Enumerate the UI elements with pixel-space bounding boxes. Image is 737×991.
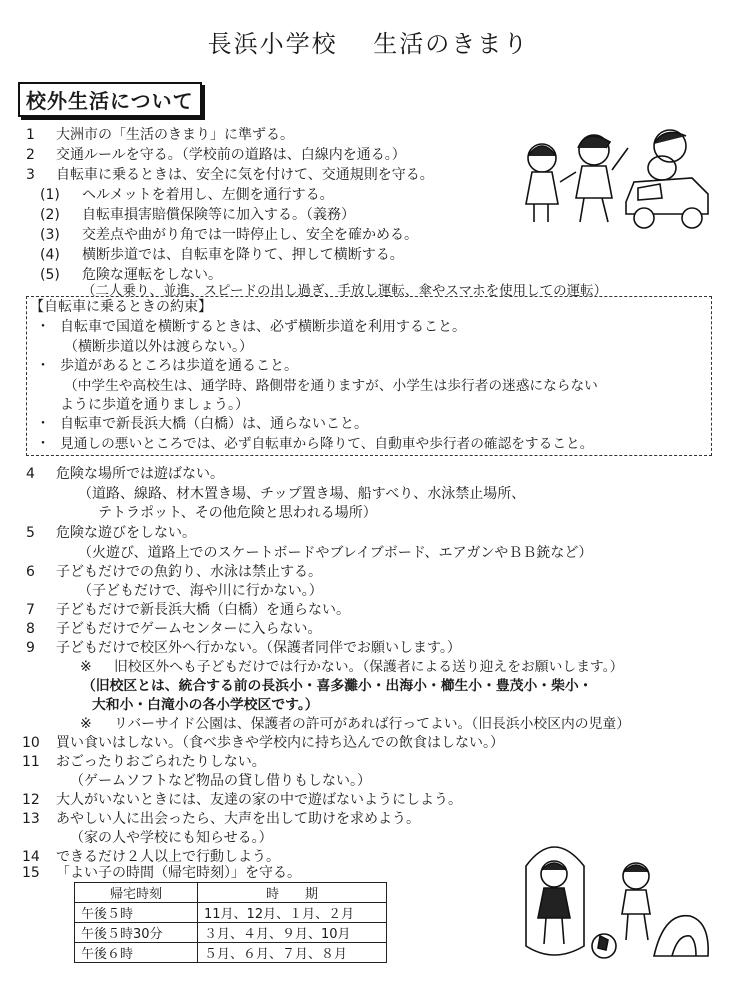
sub-text: 自転車損害賠償保険等に加入する。（義務） [82, 207, 355, 223]
rule-note: （家の人や学校にも知らせる。） [70, 830, 273, 846]
bullet-icon: ・ [36, 436, 50, 452]
bullet-icon: ・ [36, 358, 50, 374]
rule-text: 大人がいないときには、友達の家の中で遊ばないようにしよう。 [56, 792, 462, 808]
list-item: 3 [26, 167, 35, 183]
table-row [75, 943, 387, 963]
rule-note: （子どもだけで、海や川に行かない。） [78, 583, 323, 599]
rule-text: 危険な場所では遊ばない。 [56, 466, 224, 482]
note-mark: ※ [80, 659, 92, 675]
promise-item: 自転車で国道を横断するときは、必ず横断歩道を利用すること。 [60, 319, 466, 335]
sub-text: 横断歩道では、自転車を降りて、押して横断する。 [82, 247, 404, 263]
rule-text: 「よい子の時間（帰宅時刻）」を守る。 [56, 865, 301, 881]
rule-num: 10 [22, 735, 40, 751]
table-cell: 午後６時 [75, 943, 198, 963]
rule-text: 子どもだけでゲームセンターに入らない。 [56, 621, 322, 637]
rule-num: 4 [26, 466, 35, 482]
rule-num: 7 [26, 602, 35, 618]
promise-item: 見通しの悪いところでは、必ず自転車から降りて、自動車や歩行者の確認をすること。 [60, 436, 594, 452]
sub-num: (3) [40, 227, 60, 243]
rule-num: 14 [22, 849, 40, 865]
sub-num: (1) [40, 187, 60, 203]
promise-item: 自転車で新長浜大橋（白橋）は、通らないこと。 [60, 416, 368, 432]
rule-note: （ゲームソフトなど物品の貸し借りもしない。） [70, 773, 371, 789]
table-cell: ５月、６月、７月、８月 [198, 943, 387, 963]
rule-text: 買い食いはしない。（食べ歩きや学校内に持ち込んでの飲食はしない。） [56, 735, 504, 751]
rule-text: あやしい人に出会ったら、大声を出して助けを求めよう。 [56, 811, 420, 827]
children-playing-illustration [514, 836, 714, 966]
rule-num: 12 [22, 792, 40, 808]
rule-num: 11 [22, 754, 40, 770]
rule-text: おごったりおごられたりしない。 [56, 754, 266, 770]
bullet-icon: ・ [36, 319, 50, 335]
table-row [75, 903, 387, 923]
school-district-note: （旧校区とは、統合する前の長浜小・喜多灘小・出海小・櫛生小・豊茂小・柴小・ [82, 678, 593, 694]
bullet-icon: ・ [36, 416, 50, 432]
promise-note: （横断歩道以外は渡らない。） [64, 339, 253, 355]
rule-text: 子どもだけでの魚釣り、水泳は禁止する。 [56, 564, 322, 580]
rule-text: 交通ルールを守る。（学校前の道路は、白線内を通る。） [56, 147, 406, 163]
promise-note: ように歩道を通りましょう。） [60, 397, 249, 413]
table-row [75, 923, 387, 943]
table-cell: 午後５時30分 [75, 923, 198, 943]
rule-note: リバーサイド公園は、保護者の許可があれば行ってよい。（旧長浜小校区内の児童） [114, 716, 630, 732]
rule-text: 子どもだけで新長浜大橋（白橋）を通らない。 [56, 602, 350, 618]
rule-num: 6 [26, 564, 35, 580]
table-header: 時 期 [198, 883, 387, 903]
sub-num: (4) [40, 247, 60, 263]
rule-note: 旧校区外へも子どもだけでは行かない。（保護者による送り迎えをお願いします。） [114, 659, 624, 675]
rule-note: テトラポット、その他危険と思われる場所） [98, 505, 377, 521]
rule-num: 5 [26, 525, 35, 541]
school-district-note: 大和小・白滝小の各小学校区です。） [92, 697, 319, 713]
rule-num: 8 [26, 621, 35, 637]
promise-item: 歩道があるところは歩道を通ること。 [60, 358, 298, 374]
table-cell: 午後５時 [75, 903, 198, 923]
rule-num: 15 [22, 865, 40, 881]
rule-note: （道路、線路、材木置き場、チップ置き場、船すべり、水泳禁止場所、 [78, 486, 526, 502]
return-time-table [74, 882, 387, 963]
sub-note: （二人乗り、並進、スピードの出し過ぎ、手放し運転、傘やスマホを使用しての運転） [82, 283, 608, 299]
sub-num: (5) [40, 267, 60, 283]
list-item: 1 [26, 127, 35, 143]
sub-text: ヘルメットを着用し、左側を通行する。 [82, 187, 334, 203]
sub-text: 危険な運転をしない。 [82, 267, 222, 283]
table-cell: 11月、12月、１月、２月 [198, 903, 387, 923]
rule-note: （火遊び、道路上でのスケートボードやブレイブボード、エアガンやＢＢ銃など） [78, 545, 593, 561]
note-mark: ※ [80, 716, 92, 732]
page-title: 長浜小学校 生活のきまり [207, 30, 530, 58]
rule-text: 子どもだけで校区外へ行かない。（保護者同伴でお願いします。） [56, 640, 461, 656]
sub-text: 交差点や曲がり角では一時停止し、安全を確かめる。 [82, 227, 418, 243]
rule-text: 自転車に乗るときは、安全に気を付けて、交通規則を守る。 [56, 167, 434, 183]
promise-note: （中学生や高校生は、通学時、路側帯を通りますが、小学生は歩行者の迷惑にならない [64, 378, 598, 394]
promise-heading: 【自転車に乗るときの約束】 [30, 299, 212, 315]
rule-num: 13 [22, 811, 40, 827]
rule-text: 大洲市の「生活のきまり」に準ずる。 [56, 127, 294, 143]
table-cell: ３月、４月、９月、10月 [198, 923, 387, 943]
section-title: 校外生活について [18, 82, 202, 117]
rule-text: 危険な遊びをしない。 [56, 525, 196, 541]
table-header: 帰宅時刻 [75, 883, 198, 903]
sub-num: (2) [40, 207, 60, 223]
rule-text: できるだけ２人以上で行動しよう。 [56, 849, 280, 865]
rule-num: 9 [26, 640, 35, 656]
table-header-row [75, 883, 387, 903]
list-item: 2 [26, 147, 35, 163]
children-car-illustration [514, 118, 714, 248]
